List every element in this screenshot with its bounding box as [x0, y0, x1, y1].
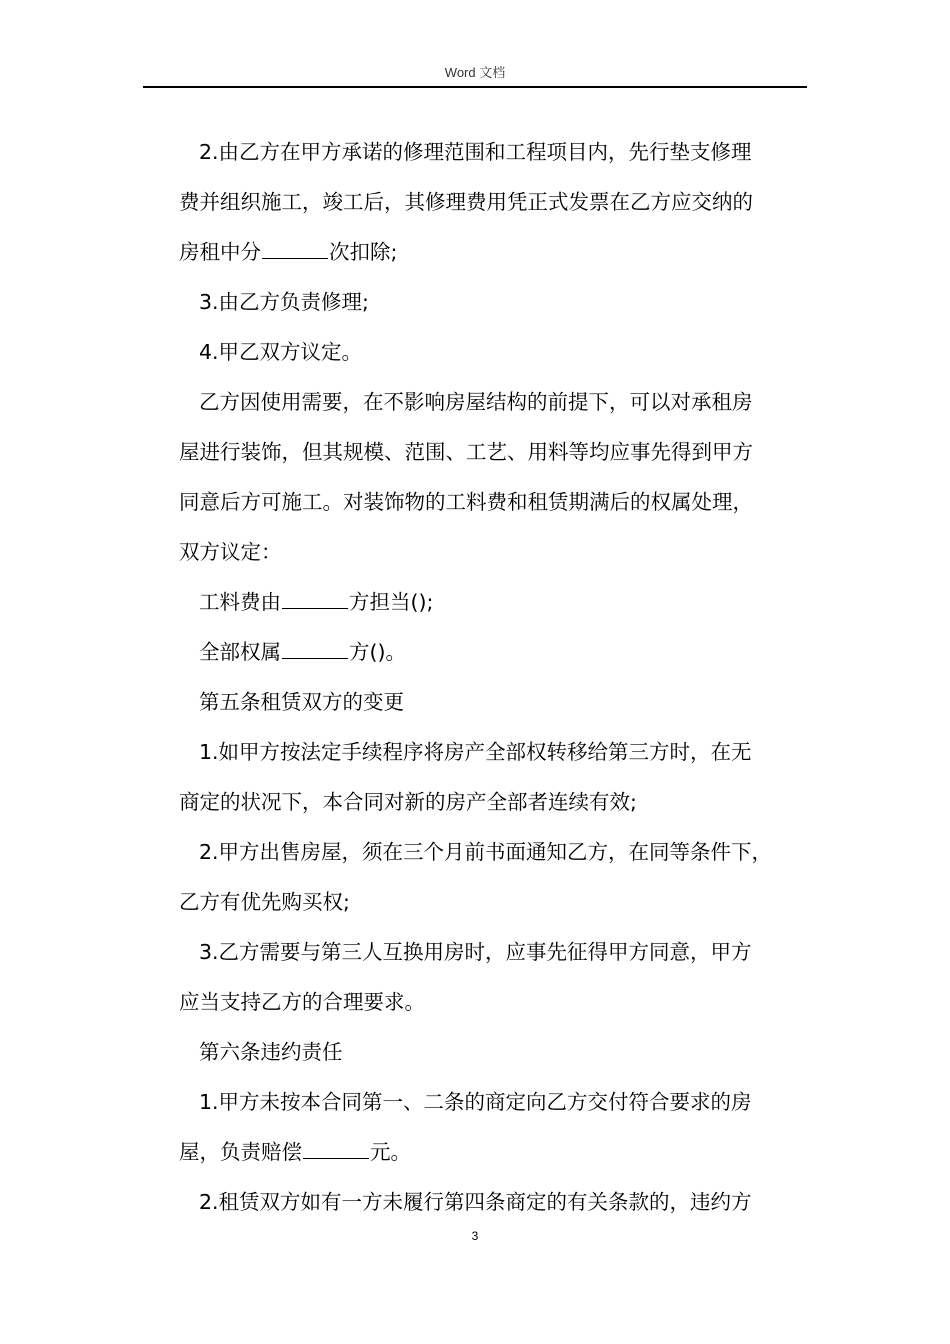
paragraph-line: 4.甲乙双方议定。 [199, 340, 363, 364]
paragraph-line: 双方议定： [179, 540, 282, 564]
paragraph-line: 2.租赁双方如有一方未履行第四条商定的有关条款的，违约方 [199, 1190, 752, 1214]
paragraph-line: 1.如甲方按法定手续程序将房产全部权转移给第三方时，在无 [199, 740, 752, 764]
section-heading: 第五条租赁双方的变更 [199, 690, 404, 714]
paragraph-line: 同意后方可施工。对装饰物的工料费和租赁期满后的权属处理， [179, 490, 753, 514]
text-segment: 工料费由 [199, 590, 281, 614]
text-segment: 房租中分 [179, 240, 261, 264]
text-segment: 全部权属 [199, 640, 281, 664]
fill-in-blank [262, 240, 328, 259]
text-segment: 屋，负责赔偿 [179, 1140, 302, 1164]
paragraph-line: 2.甲方出售房屋，须在三个月前书面通知乙方，在同等条件下， [199, 840, 773, 864]
fill-in-blank [282, 640, 348, 659]
text-segment: 次扣除; [329, 240, 398, 264]
paragraph-line: 商定的状况下，本合同对新的房产全部者连续有效; [179, 790, 637, 814]
paragraph-line: 应当支持乙方的合理要求。 [179, 990, 425, 1014]
fill-in-blank [282, 590, 348, 609]
page-number: 3 [471, 1229, 479, 1243]
paragraph-line [179, 1127, 807, 1177]
paragraph-line: 费并组织施工，竣工后，其修理费用凭正式发票在乙方应交纳的 [179, 190, 753, 214]
text-segment: 元。 [370, 1140, 411, 1164]
section-heading: 第六条违约责任 [199, 1040, 343, 1064]
paragraph-line [179, 627, 807, 677]
paragraph-line: 乙方有优先购买权; [179, 890, 350, 914]
paragraph-line: 屋进行装饰，但其规模、范围、工艺、用料等均应事先得到甲方 [179, 440, 753, 464]
document-header: Word 文档 [444, 65, 506, 80]
fill-in-blank [303, 1140, 369, 1159]
paragraph-line [179, 577, 807, 627]
paragraph-line: 3.由乙方负责修理; [199, 290, 369, 314]
paragraph-line: 2.由乙方在甲方承诺的修理范围和工程项目内，先行垫支修理 [199, 140, 752, 164]
header-divider [143, 86, 807, 88]
paragraph-line: 乙方因使用需要，在不影响房屋结构的前提下，可以对承租房 [199, 390, 753, 414]
document-body [179, 127, 807, 1227]
text-segment: 方()。 [349, 640, 406, 664]
text-segment: 方担当(); [349, 590, 434, 614]
paragraph-line: 3.乙方需要与第三人互换用房时，应事先征得甲方同意，甲方 [199, 940, 752, 964]
paragraph-line: 1.甲方未按本合同第一、二条的商定向乙方交付符合要求的房 [199, 1090, 752, 1114]
paragraph-line [179, 227, 807, 277]
